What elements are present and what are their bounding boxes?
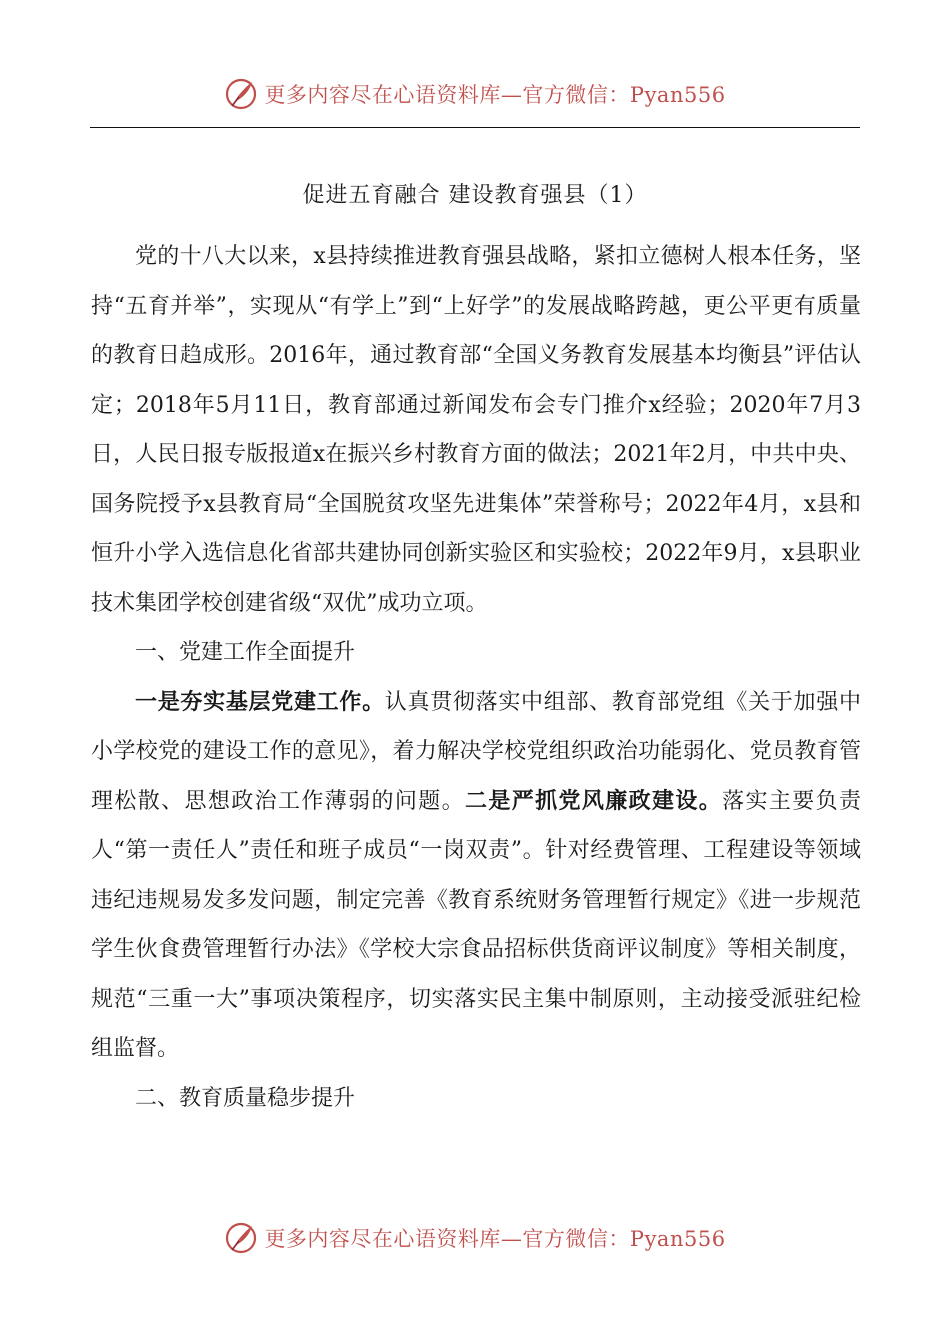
header-banner-text: 更多内容尽在心语资料库—官方微信：Pyan556 xyxy=(264,83,726,107)
footer-banner-text: 更多内容尽在心语资料库—官方微信：Pyan556 xyxy=(264,1227,726,1251)
header-banner xyxy=(0,74,950,114)
footer-banner xyxy=(0,1218,950,1258)
page-title: 促进五育融合 建设教育强县（1） xyxy=(302,183,648,208)
header-rule xyxy=(90,127,860,128)
pen-feather-logo-icon xyxy=(224,1221,258,1255)
pen-feather-logo-icon xyxy=(224,77,258,111)
section2-heading: 二、教育质量稳步提升 xyxy=(135,1085,356,1111)
section1-bold-lead-1: 一是夯实基层党建工作。 xyxy=(135,688,385,715)
section1-text-1: 认真贯彻落实中组部、教育部党组《关于加强中小学校党的建设工作的意见》，着力解决学校党组织政治功能弱化、党员教育管理松散、思想政治工作薄弱的问题。 xyxy=(91,689,861,814)
section1-heading: 一、党建工作全面提升 xyxy=(135,640,356,665)
document-body xyxy=(91,232,861,1123)
intro-paragraph: 党的十八大以来，x县持续推进教育强县战略，紧扣立德树人根本任务，坚持“五育并举”，实现从“有学上”到“上好学”的发展战略跨越，更公平更有质量的教育日趋成形。2016年，通过教育部“全国义务教育发展基本均衡县”评估认定；2018年5月11日，教育部通过新闻发布会专门推介x经验；2020年7月3日，人民日报专版报道x在振兴乡村教育方面的做法；2021年2月，中共中央、国务院授予x县教育局“全国脱贫攻坚先进集体”荣誉称号；2022年4月，x县和恒升小学入选信息化省部共建协同创新实验区和实验校；2022年9月，x县职业技术集团学校创建省级“双优”成功立项。 xyxy=(91,244,861,616)
section1-bold-lead-2: 二是严抓党风廉政建设。 xyxy=(464,787,723,814)
section1-text-2: 落实主要负责人“第一责任人”责任和班子成员“一岗双责”。针对经费管理、工程建设等领域违纪违规易发多发问题，制定完善《教育系统财务管理暂行规定》《进一步规范学生伙食费管理暂行办法》《学校大宗食品招标供货商评议制度》等相关制度，规范“三重一大”事项决策程序，切实落实民主集中制原则，主动接受派驻纪检组监督。 xyxy=(91,788,861,1061)
section1-paragraph xyxy=(91,678,861,1074)
